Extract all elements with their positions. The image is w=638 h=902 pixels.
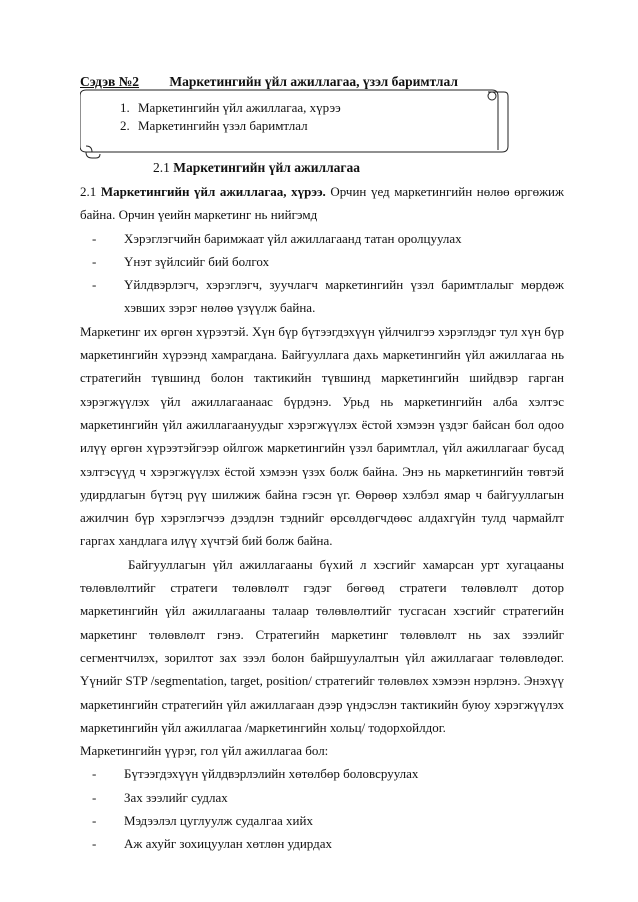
list-item-text: Үнэт зүйлсийг бий болгох — [124, 253, 270, 269]
topic-label: Сэдэв №2 — [80, 74, 140, 89]
contents-item-number: 1. — [120, 100, 130, 115]
dash-bullet: - — [92, 230, 97, 246]
intro-text: Орчин үед маркетингийн нөлөө өргөжиж байна. Орчин үеийн маркетинг нь нийгэмд — [80, 184, 564, 223]
dash-bullet: - — [92, 253, 97, 269]
contents-scroll-frame — [80, 86, 510, 162]
list-item-text: Үйлдвэрлэгч, хэрэглэгч, зуучлагч маркетингийн үзэл баримтлалыг мөрдөж хэвших зэрэг нөлөө үзүүлж байна. — [124, 277, 564, 316]
paragraph: Байгууллагын үйл ажиллагааны бүхий л хэсгийг хамарсан урт хугацааны төлөвлөлтийг стратеги төлөвлөлт гэдэг бөгөөд стратеги төлөвлөлт дотор маркетингийн үйл ажиллагааны талаар төлөвлөлтийг тусгасан хэсгийг стратегийн маркетинг төлөвлөлт гэнэ. Стратегийн маркетинг төлөвлөлт нь зах зээлийг сегментчилэх, зорилтот зах зээл болон байршуулалтын үйл ажиллагааг төлөвлөдөг. Үүнийг STP /segmentation, target, position/ стратегийг төлөвлөх хэмээн нэрлэнэ. Энэхүү маркетингийн стратегийн үйл ажиллагаан дээр үндэслэн тактикийн буюу хэрэгжүүлэх маркетингийн үйл ажиллагаа /маркетингийн хольц/ тодорхойлдог. — [80, 556, 564, 735]
list-item-text: Аж ахуйг зохицуулан хөтлөн удирдах — [124, 836, 332, 852]
contents-item-number: 2. — [120, 118, 130, 133]
body-text — [80, 180, 564, 856]
functions-list — [80, 762, 564, 855]
list-item-text: Зах зээлийг судлах — [124, 789, 228, 805]
contents-item-text: Маркетингийн үзэл баримтлал — [138, 118, 308, 133]
dash-bullet: - — [92, 766, 97, 782]
paragraph: Маркетинг их өргөн хүрээтэй. Хүн бүр бүтээгдэхүүн үйлчилгээ хэрэглэдэг тул хүн бүр маркетингийн хүрээнд хамрагдана. Байгууллага дахь маркетингийн үйл ажиллагаа нь стратегийн түвшинд болон тактикийн түвшинд маркетингийн шийдвэр гарган хэрэгжүүлэх үйл ажиллагаанаас бүрдэнэ. Урьд нь маркетингийн алба хэлтэс маркетингийн үйл ажиллагаануудыг хэрэгжүүлэх ёстой хэмээн үздэг байсан бол одоо илүү өргөн хүрээтэйгээр ойлгож маркетингийн үзэл баримтлал, үйл ажиллагааг бусад хэлтэсүүд ч хэрэгжүүлэх ёстой хэмээн үзэх болж байна. Энэ нь маркетингийн төвтэй удирдлагын бүтэц рүү шилжиж байна гэсэн үг. Өөрөөр хэлбэл ямар ч байгууллагын ажилчин бүр хэрэглэгчээ дээдлэн тэднийг өрсөлдөгчдөөс алдахгүйн тулд чармайлт гаргах хандлага илүү хүчтэй бий болж байна. — [80, 323, 564, 549]
section-number: 2.1 — [153, 160, 170, 175]
dash-bullet: - — [92, 789, 97, 805]
list-item — [92, 227, 564, 250]
list-item — [92, 809, 564, 832]
influence-list — [80, 227, 564, 320]
list-item-text: Мэдээлэл цуглуулж судалгаа хийх — [124, 813, 313, 829]
contents-item — [120, 99, 341, 117]
list-item-text: Бүтээгдэхүүн үйлдвэрлэлийн хөтөлбөр боловсруулах — [124, 766, 419, 782]
intro-paragraph — [80, 180, 564, 227]
section-title: Маркетингийн үйл ажиллагаа — [173, 160, 361, 175]
list-item-text: Хэрэглэгчийн баримжаат үйл ажиллагаанд татан оролцуулах — [124, 230, 462, 246]
topic-title: Маркетингийн үйл ажиллагаа, үзэл баримтлал — [169, 74, 458, 89]
list-item — [92, 250, 564, 273]
list-item — [92, 832, 564, 855]
intro-number: 2.1 — [80, 184, 97, 199]
list-item — [92, 762, 564, 785]
intro-bold-lead: Маркетингийн үйл ажиллагаа, хүрээ. — [100, 184, 326, 199]
dash-bullet: - — [92, 836, 97, 852]
contents-item — [120, 117, 341, 135]
paragraph: Маркетингийн үүрэг, гол үйл ажиллагаа бол: — [80, 743, 329, 759]
list-item — [92, 786, 564, 809]
list-item — [92, 273, 564, 320]
contents-item-text: Маркетингийн үйл ажиллагаа, хүрээ — [138, 100, 341, 115]
contents-list — [120, 99, 341, 135]
section-heading — [153, 160, 360, 176]
dash-bullet: - — [92, 277, 97, 293]
dash-bullet: - — [92, 813, 97, 829]
